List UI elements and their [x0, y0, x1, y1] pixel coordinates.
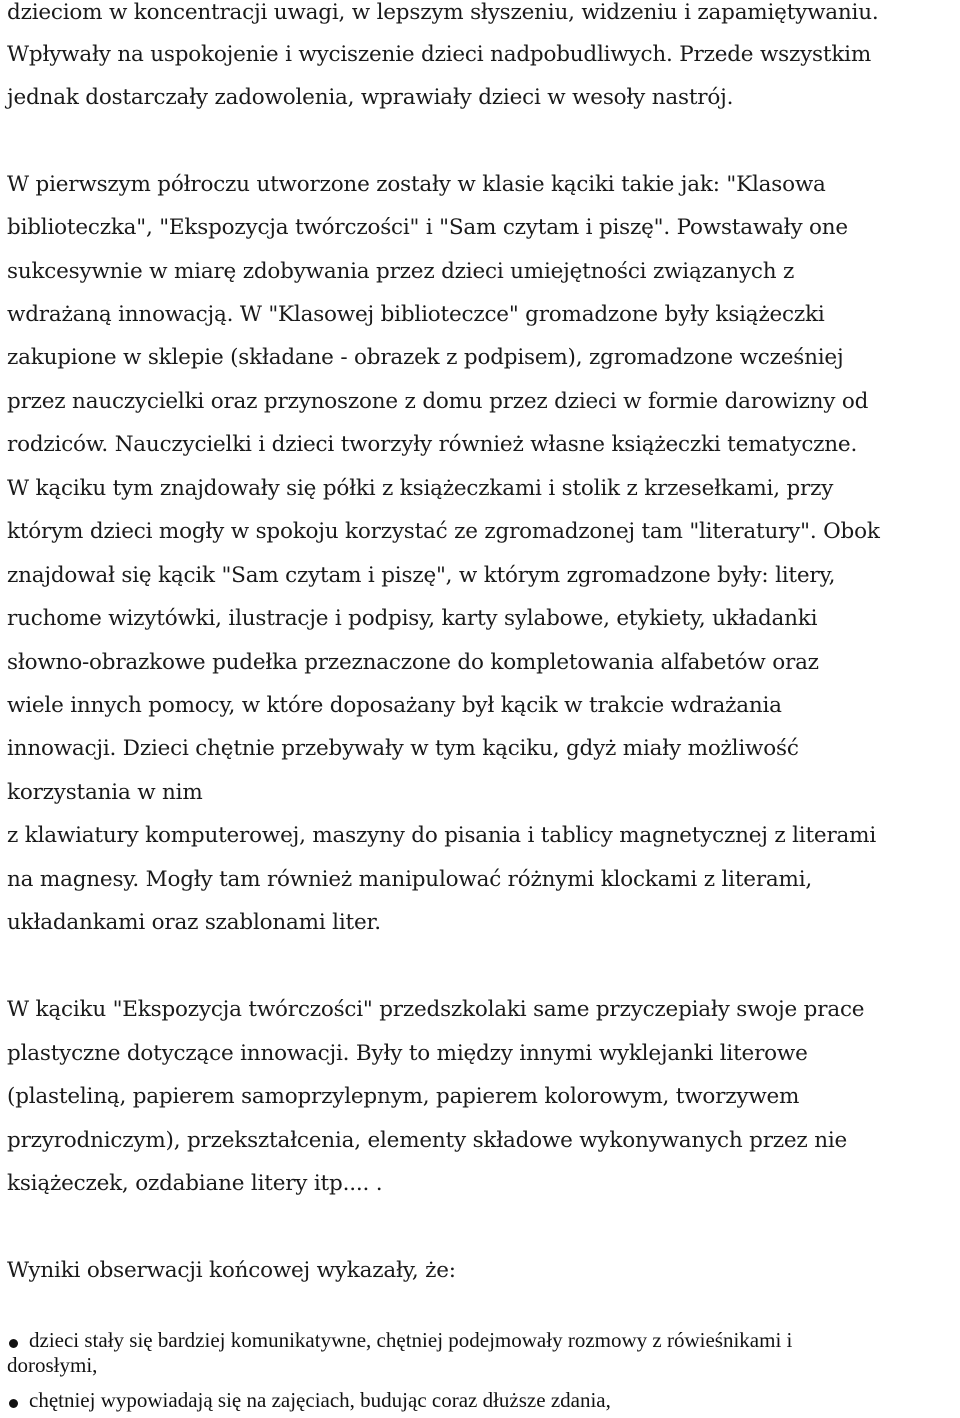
- text-line: znajdował się kącik "Sam czytam i piszę", w którym zgromadzone były: litery,: [7, 563, 836, 588]
- text-line: W pierwszym półroczu utworzone zostały w klasie kąciki takie jak: "Klasowa: [7, 172, 826, 197]
- text-line: rodziców. Nauczycielki i dzieci tworzyły również własne książeczki tematyczne.: [7, 432, 858, 457]
- bullet-icon: [9, 1339, 18, 1348]
- text-line: jednak dostarczały zadowolenia, wprawiały dzieci w wesoły nastrój.: [7, 85, 734, 110]
- text-line: zakupione w sklepie (składane - obrazek z podpisem), zgromadzone wcześniej: [7, 345, 844, 370]
- list-item-text: dzieci stały się bardziej komunikatywne, chętniej podejmowały rozmowy z rówieśnikami i: [29, 1328, 793, 1352]
- text-line: dzieciom w koncentracji uwagi, w lepszym słyszeniu, widzeniu i zapamiętywaniu.: [7, 0, 879, 25]
- list-item-text-continued: dorosłymi,: [7, 1353, 98, 1377]
- text-line: przez nauczycielki oraz przynoszone z domu przez dzieci w formie darowizny od: [7, 389, 869, 414]
- text-line: (plasteliną, papierem samoprzylepnym, papierem kolorowym, tworzywem: [7, 1084, 800, 1109]
- text-line: W kąciku tym znajdowały się półki z książeczkami i stolik z krzesełkami, przy: [7, 476, 834, 501]
- text-line: na magnesy. Mogły tam również manipulować różnymi klockami z literami,: [7, 867, 813, 892]
- text-line: innowacji. Dzieci chętnie przebywały w tym kąciku, gdyż miały możliwość: [7, 736, 799, 761]
- text-line: ruchome wizytówki, ilustracje i podpisy, karty sylabowe, etykiety, układanki: [7, 606, 818, 631]
- text-line: słowno-obrazkowe pudełka przeznaczone do kompletowania alfabetów oraz: [7, 650, 819, 675]
- text-line: Wpływały na uspokojenie i wyciszenie dzieci nadpobudliwych. Przede wszystkim: [7, 42, 872, 67]
- bullet-icon: [9, 1399, 18, 1408]
- text-line: wiele innych pomocy, w które doposażany był kącik w trakcie wdrażania: [7, 693, 782, 718]
- text-line: z klawiatury komputerowej, maszyny do pisania i tablicy magnetycznej z literami: [7, 823, 876, 848]
- text-line: W kąciku "Ekspozycja twórczości" przedszkolaki same przyczepiały swoje prace: [7, 997, 865, 1022]
- text-line: którym dzieci mogły w spokoju korzystać ze zgromadzonej tam "literatury". Obok: [7, 519, 880, 544]
- text-line: sukcesywnie w miarę zdobywania przez dzieci umiejętności związanych z: [7, 259, 795, 284]
- text-line: biblioteczka", "Ekspozycja twórczości" i "Sam czytam i piszę". Powstawały one: [7, 215, 848, 240]
- text-line: korzystania w nim: [7, 780, 203, 805]
- list-item-text: chętniej wypowiadają się na zajęciach, budując coraz dłuższe zdania,: [29, 1388, 611, 1412]
- text-line: książeczek, ozdabiane litery itp.... .: [7, 1171, 383, 1196]
- results-heading: Wyniki obserwacji końcowej wykazały, że:: [7, 1258, 456, 1283]
- text-line: wdrażaną innowacją. W "Klasowej biblioteczce" gromadzone były książeczki: [7, 302, 825, 327]
- text-line: układankami oraz szablonami liter.: [7, 910, 381, 935]
- text-line: plastyczne dotyczące innowacji. Były to między innymi wyklejanki literowe: [7, 1041, 808, 1066]
- text-line: przyrodniczym), przekształcenia, elementy składowe wykonywanych przez nie: [7, 1128, 848, 1153]
